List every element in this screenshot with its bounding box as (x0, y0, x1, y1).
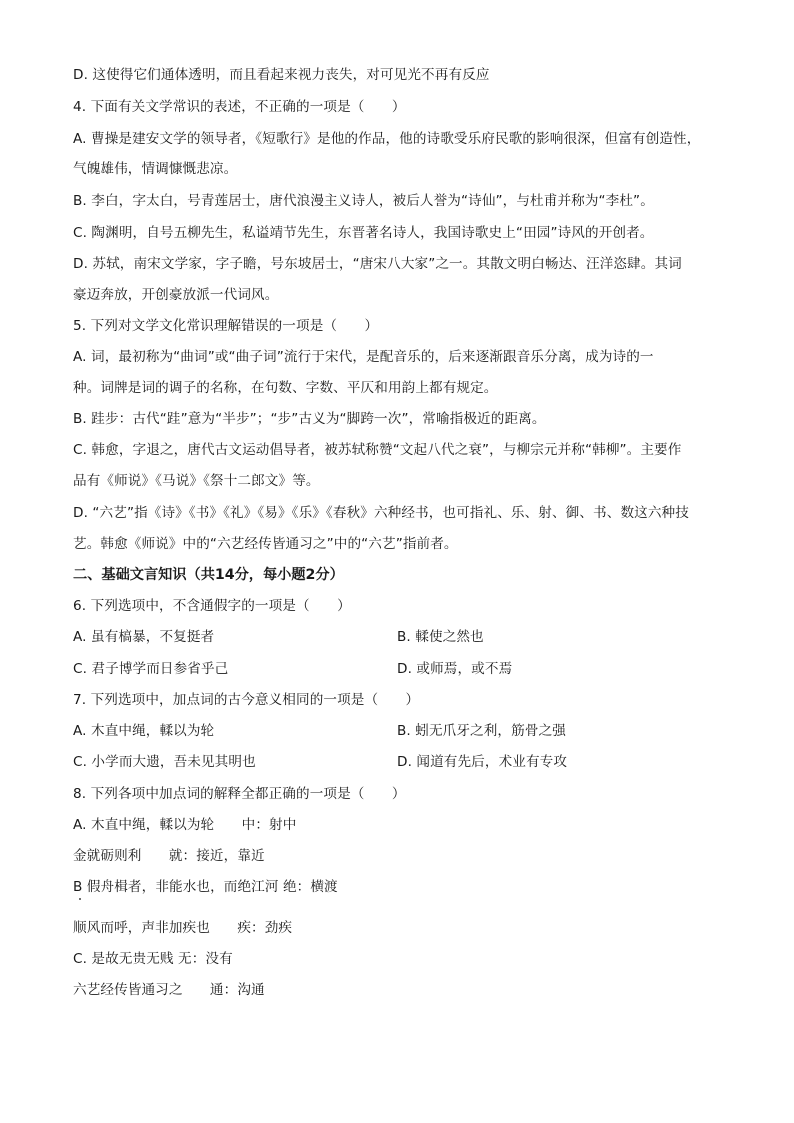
q4-option-a-line1: A. 曹操是建安文学的领导者，《短歌行》是他的作品，他的诗歌受乐府民歌的影响很深，但富有创造性， (73, 131, 701, 147)
q5-option-c-line1: C. 韩愈，字退之，唐代古文运动倡导者，被苏轼称赞“文起八代之衰”，与柳宗元并称“韩柳”。主要作 (73, 442, 682, 458)
q5-option-d-line1: D. “六艺”指《诗》《书》《礼》《易》《乐》《春秋》六种经书，也可指礼、乐、射、御、书、数这六种技 (73, 505, 689, 521)
q6-option-d: D. 或师焉，或不焉 (397, 661, 513, 677)
q3-option-d: D. 这使得它们通体透明，而且看起来视力丧失，对可见光不再有反应 (73, 67, 490, 83)
q8-option-b-line1: B 假舟楫者，非能水也，而绝江河 绝：横渡 (73, 879, 338, 895)
stray-dot-mark (79, 898, 81, 900)
q4-option-d-line2: 豪迈奔放，开创豪放派一代词风。 (73, 287, 279, 303)
q4-option-c: C. 陶渊明，自号五柳先生，私谥靖节先生，东晋著名诗人，我国诗歌史上“田园”诗风的开创者。 (73, 225, 654, 241)
q8-option-a-line2: 金就砺则利 就：接近，靠近 (73, 848, 265, 864)
q5-option-c-line2: 品有《师说》《马说》《祭十二郎文》等。 (73, 473, 320, 489)
q7-option-d: D. 闻道有先后，术业有专攻 (397, 754, 568, 770)
question-7-stem: 7. 下列选项中，加点词的古今意义相同的一项是（ ） (73, 692, 420, 708)
q5-option-a-line1: A. 词，最初称为“曲词”或“曲子词”流行于宋代，是配音乐的，后来逐渐跟音乐分离，成为诗的一 (73, 349, 654, 365)
question-8-stem: 8. 下列各项中加点词的解释全都正确的一项是（ ） (73, 786, 406, 802)
q5-option-b: B. 跬步：古代“跬”意为“半步”；“步”古义为“脚跨一次”，常喻指极近的距离。 (73, 411, 546, 427)
q5-option-d-line2: 艺。韩愈《师说》中的“六艺经传皆通习之”中的“六艺”指前者。 (73, 536, 458, 552)
q8-option-a-line1: A. 木直中绳，輮以为轮 中：射中 (73, 817, 297, 833)
q5-option-a-line2: 种。词牌是词的调子的名称，在句数、字数、平仄和用韵上都有规定。 (73, 380, 498, 396)
q7-option-b: B. 蚓无爪牙之利，筋骨之强 (397, 723, 566, 739)
q7-option-c: C. 小学而大遗，吾未见其明也 (73, 754, 256, 770)
question-4-stem: 4. 下面有关文学常识的表述，不正确的一项是（ ） (73, 99, 406, 115)
q4-option-a-line2: 气魄雄伟，情调慷慨悲凉。 (73, 161, 238, 177)
q8-option-c-line1: C. 是故无贵无贱 无：没有 (73, 951, 233, 967)
q8-option-b-line2: 顺风而呼，声非加疾也 疾：劲疾 (73, 920, 293, 936)
q4-option-b: B. 李白，字太白，号青莲居士，唐代浪漫主义诗人，被后人誉为“诗仙”，与杜甫并称为“李杜”。 (73, 193, 654, 209)
question-6-stem: 6. 下列选项中，不含通假字的一项是（ ） (73, 598, 351, 614)
q7-option-a: A. 木直中绳，輮以为轮 (73, 723, 215, 739)
question-5-stem: 5. 下列对文学文化常识理解错误的一项是（ ） (73, 318, 379, 334)
q6-option-c: C. 君子博学而日参省乎己 (73, 661, 229, 677)
q4-option-d-line1: D. 苏轼，南宋文学家，字子瞻，号东坡居士，“唐宋八大家”之一。其散文明白畅达、汪洋恣肆。其词 (73, 256, 682, 272)
q6-option-a: A. 虽有槁暴，不复挺者 (73, 629, 215, 645)
q6-option-b: B. 輮使之然也 (397, 629, 484, 645)
section-2-heading: 二、基础文言知识（共14分，每小题2分） (73, 567, 344, 583)
q8-option-c-line2: 六艺经传皆通习之 通：沟通 (73, 982, 265, 998)
